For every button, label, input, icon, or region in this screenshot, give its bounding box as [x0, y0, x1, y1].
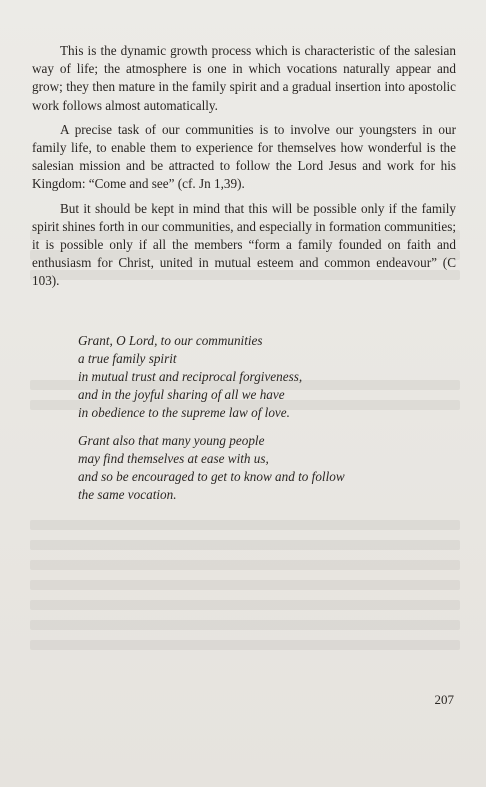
body-text [32, 42, 456, 297]
show-through-text [30, 640, 460, 650]
show-through-text [30, 540, 460, 550]
prayer-line: in obedience to the supreme law of love. [78, 405, 290, 420]
paragraph-1: This is the dynamic growth process which is characteristic of the salesian way of life; the atmosphere is one in which vocations naturally appear and grow; they then mature in the family spirit and a gradual insertion into apostolic work follows almost automatically. [32, 43, 456, 113]
prayer-line: and in the joyful sharing of all we have [78, 387, 285, 402]
prayer-line: Grant also that many young people [78, 433, 265, 448]
prayer-stanza-2 [78, 432, 458, 504]
paragraph-3: But it should be kept in mind that this will be possible only if the family spirit shines forth in our communities, and especially in formation communities; it is possible only if all the members “form a family founded on faith and enthusiasm for Christ, united in mutual esteem and common endeavour” (C 103). [32, 200, 456, 289]
prayer-line: may find themselves at ease with us, [78, 451, 269, 466]
page-number: 207 [434, 692, 454, 707]
prayer-stanza-1 [78, 332, 458, 422]
show-through-text [30, 560, 460, 570]
show-through-text [30, 600, 460, 610]
show-through-text [30, 520, 460, 530]
show-through-text [30, 620, 460, 630]
prayer [78, 332, 458, 514]
prayer-line: in mutual trust and reciprocal forgiveness, [78, 369, 303, 384]
paragraph-2: A precise task of our communities is to involve our youngsters in our family life, to enable them to experience for themselves how wonderful is the salesian mission and be attracted to follow the Lord Jesus and work for his Kingdom: “Come and see” (cf. Jn 1,39). [32, 121, 456, 192]
prayer-line: and so be encouraged to get to know and to follow [78, 469, 345, 484]
prayer-line: a true family spirit [78, 351, 177, 366]
prayer-line: Grant, O Lord, to our communities [78, 333, 263, 348]
prayer-line: the same vocation. [78, 487, 177, 502]
show-through-text [30, 580, 460, 590]
